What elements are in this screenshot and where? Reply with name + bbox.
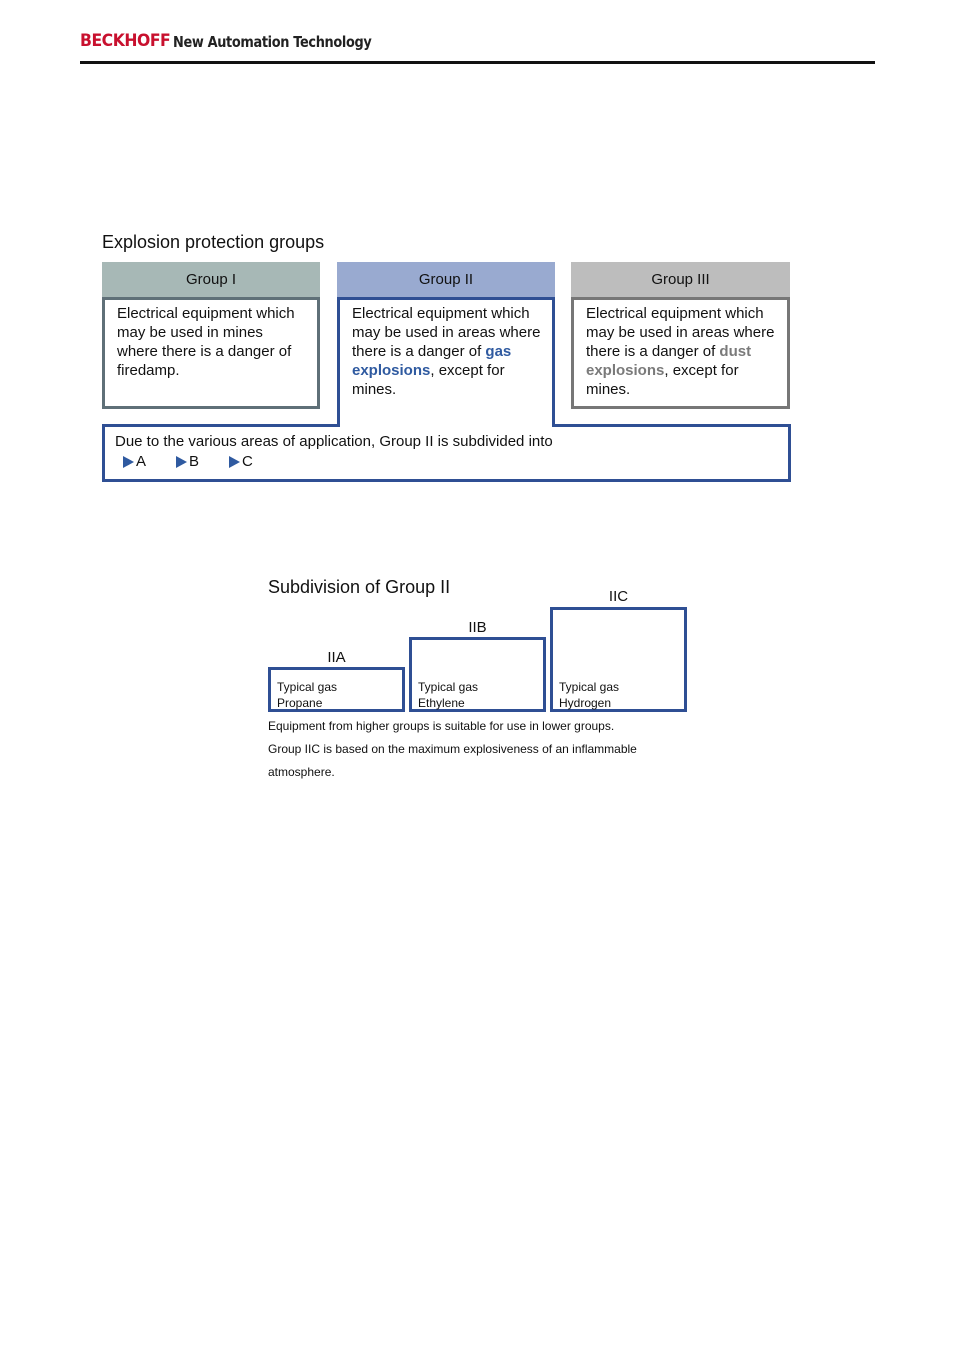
gas-explosions-highlight: gas explosions: [352, 343, 512, 379]
subgroup-b: B: [176, 452, 199, 471]
group-3-header: [571, 262, 790, 297]
dust-explosions-highlight: dust explosions: [586, 343, 752, 379]
level-iia-box: [268, 667, 405, 712]
note-line-2: Group IIC is based on the maximum explosiveness of an inflammable: [268, 742, 637, 756]
brand-logo: BECKHOFF: [80, 31, 171, 51]
level-iic-gas: Hydrogen: [559, 696, 612, 710]
subgroup-list: [115, 452, 778, 471]
group-1-header: [102, 262, 320, 297]
level-iib-box: [409, 637, 546, 712]
level-iia-caption: Typical gas: [277, 680, 338, 694]
group-1-box: [102, 297, 320, 409]
level-iib-gas: Ethylene: [418, 696, 465, 710]
note-line-1: Equipment from higher groups is suitable for use in lower groups.: [268, 719, 615, 733]
subdivision-box: [102, 424, 791, 482]
triangle-icon: [229, 456, 240, 468]
group-2-header: [337, 262, 555, 297]
group-3-label: Group III: [651, 271, 710, 288]
subdivision-diagram-title: Subdivision of Group II: [268, 577, 451, 597]
group-2-box: Electrical equipment which may be used in areas where there is a danger of gas explosions, except for mines.: [337, 297, 555, 427]
level-iia-label: IIA: [327, 649, 346, 666]
brand-tagline: New Automation Technology: [173, 33, 372, 51]
group-2-label: Group II: [418, 271, 474, 288]
triangle-icon: [123, 456, 134, 468]
group-1-description: Electrical equipment which may be used in mines where there is a danger of firedamp.: [117, 305, 295, 379]
group-3-box: Electrical equipment which may be used in areas where there is a danger of dust explosions, except for mines.: [571, 297, 790, 409]
header-rule: [80, 61, 875, 64]
groups-diagram-title: Explosion protection groups: [102, 232, 325, 252]
level-iia-gas: Propane: [277, 696, 323, 710]
level-iic-label: IIC: [608, 588, 629, 605]
level-iic-caption: Typical gas: [559, 680, 620, 694]
triangle-icon: [176, 456, 187, 468]
subgroup-a: A: [123, 452, 146, 471]
note-line-3: atmosphere.: [268, 765, 335, 779]
level-iib-caption: Typical gas: [418, 680, 479, 694]
subdivision-text: Due to the various areas of application, Group II is subdivided into: [115, 433, 553, 450]
level-iic-box: [550, 607, 687, 712]
group-1-label: Group I: [185, 271, 237, 288]
subgroup-c: C: [229, 452, 253, 471]
level-iib-label: IIB: [468, 619, 487, 636]
